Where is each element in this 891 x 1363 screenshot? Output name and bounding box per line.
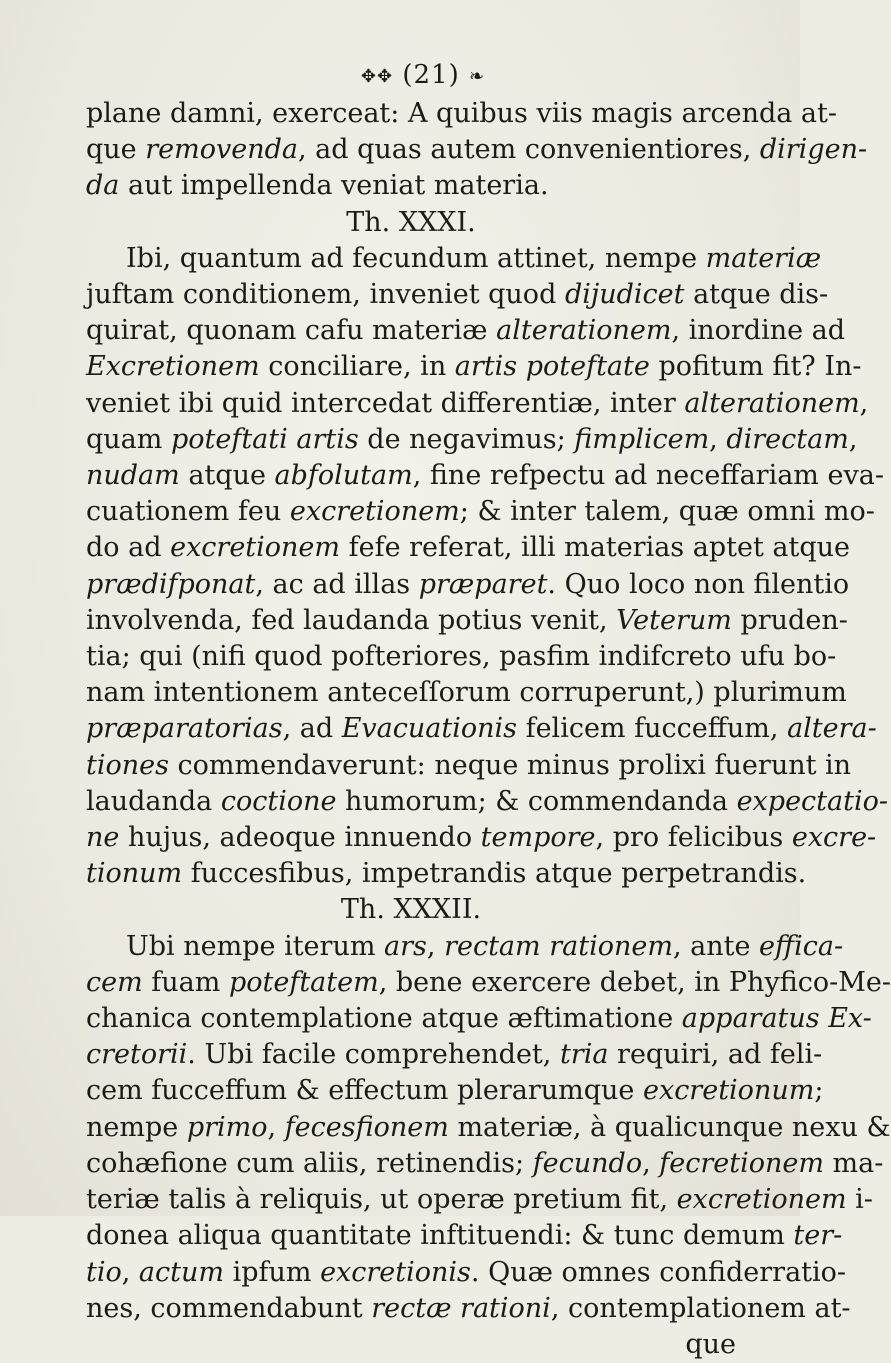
text-line: nudam atque abfolutam, fine refpectu ad neceffariam eva- <box>86 460 884 492</box>
text-line: Excretionem conciliare, in artis poteftate pofitum fit? In- <box>86 351 862 383</box>
text-line: cem fucceffum & effectum plerarumque excretionum; <box>86 1075 824 1107</box>
text-line: quam poteftati artis de negavimus; fimplicem, directam, <box>86 423 858 455</box>
text-line: que removenda, ad quas autem convenientiores, dirigen- <box>86 134 868 166</box>
text-line: da aut impellenda veniat materia. <box>86 170 549 202</box>
text-line: tia; qui (nifi quod pofteriores, pasfim indifcreto ufu bo- <box>86 641 837 673</box>
text-line: ne hujus, adeoque innuendo tempore, pro felicibus excre- <box>86 822 877 854</box>
text-line: tiones commendaverunt: neque minus prolixi fuerunt in <box>86 749 852 781</box>
text-line: laudanda coctione humorum; & commendanda expectatio- <box>86 785 888 817</box>
thesis-heading: Th. XXXI. <box>346 206 476 238</box>
text-line: Ibi, quantum ad fecundum attinet, nempe materiæ <box>126 242 822 274</box>
text-line: veniet ibi quid intercedat differentiæ, inter alterationem, <box>86 387 869 419</box>
text-line: quirat, quonam cafu materiæ alterationem, inordine ad <box>86 315 846 347</box>
text-line: nam intentionem anteceſſorum corruperunt,) plurimum <box>86 677 847 709</box>
body-text <box>86 96 891 1363</box>
text-line: cohæfione cum aliis, retinendis; fecundo, fecretionem ma- <box>86 1147 884 1179</box>
ornament-right-icon: ❧ <box>468 65 486 87</box>
text-line: donea aliqua quantitate inftituendi: & tunc demum ter- <box>86 1220 843 1252</box>
ornament-left-icon: ✥✥ <box>360 65 394 87</box>
text-line: tionum fuccesfibus, impetrandis atque perpetrandis. <box>86 858 807 890</box>
text-line: cuationem feu excretionem; & inter talem, quæ omni mo- <box>86 496 875 528</box>
text-line: juftam conditionem, inveniet quod dijudicet atque dis- <box>86 279 829 311</box>
text-line: cretorii. Ubi facile comprehendet, tria requiri, ad feli- <box>86 1039 823 1071</box>
text-line: Ubi nempe iterum ars, rectam rationem, ante effica- <box>126 930 844 962</box>
page-number: (21) <box>402 60 460 90</box>
text-line: nempe primo, fecesfionem materiæ, à qualicunque nexu & <box>86 1111 891 1143</box>
text-line: plane damni, exerceat: A quibus viis magis arcenda at- <box>86 98 838 129</box>
catchword: que <box>685 1328 736 1360</box>
text-line: tio, actum ipfum excretionis. Quæ omnes confiderratio- <box>86 1256 847 1288</box>
text-line: nes, commendabunt rectæ rationi, contemplationem at- <box>86 1292 851 1324</box>
thesis-heading: Th. XXXII. <box>340 894 482 926</box>
text-line: chanica contemplatione atque æftimatione apparatus Ex- <box>86 1003 872 1035</box>
text-line: cem fuam poteftatem, bene exercere debet, in Phyfico-Me- <box>86 966 891 998</box>
text-line: do ad excretionem fefe referat, illi materias aptet atque <box>86 532 850 564</box>
text-line: teriæ talis à reliquis, ut operæ pretium fit, excretionem i- <box>86 1184 873 1216</box>
text-line: præparatorias, ad Evacuationis felicem fucceffum, altera- <box>86 713 877 745</box>
text-line: prædifponat, ac ad illas præparet. Quo loco non filentio <box>86 568 850 600</box>
page-header <box>86 60 760 90</box>
text-line: involvenda, fed laudanda potius venit, Veterum pruden- <box>86 604 848 636</box>
